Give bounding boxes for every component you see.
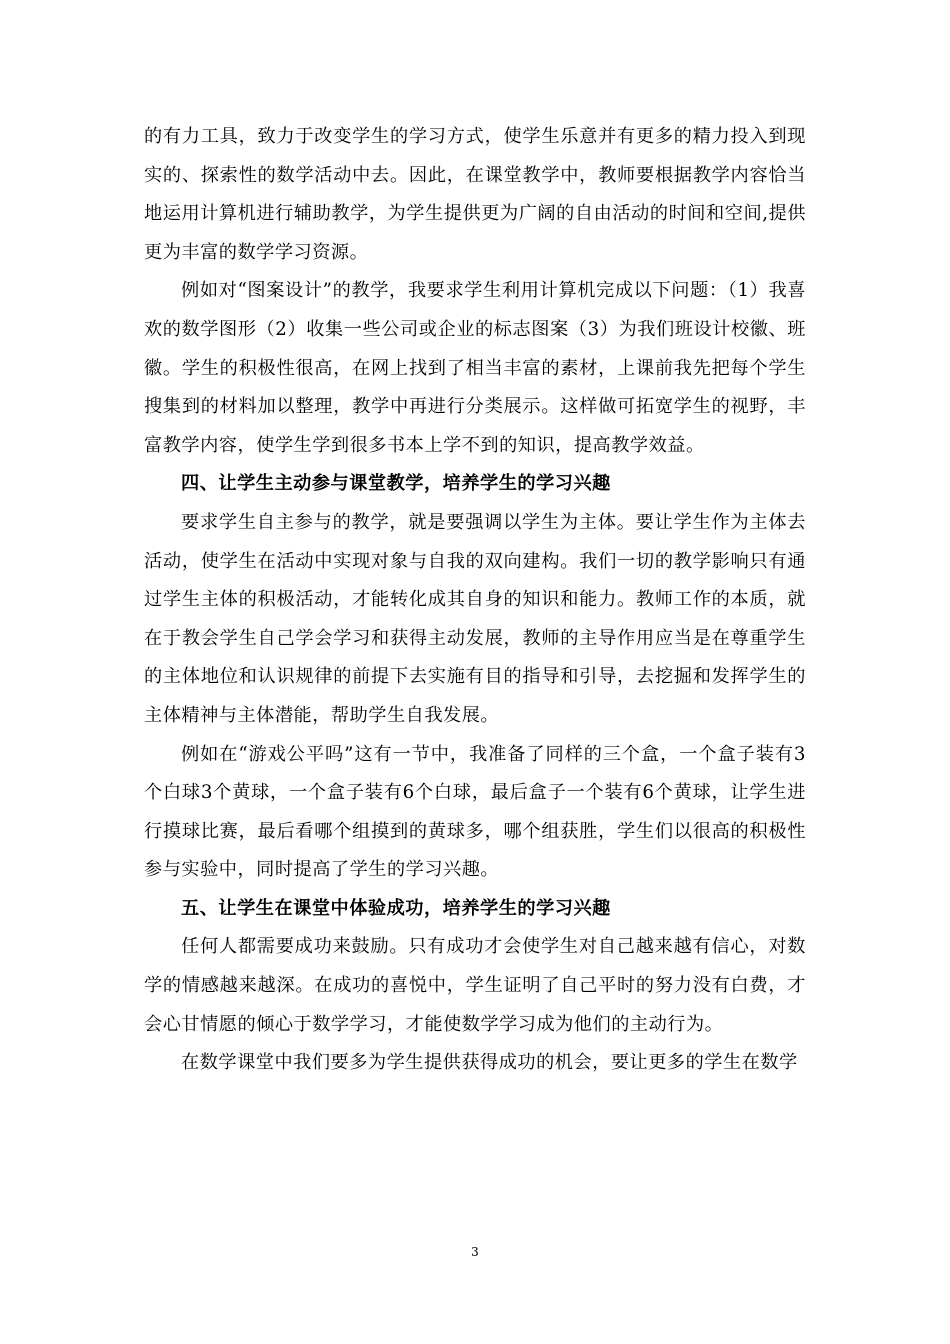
page-number: 3 bbox=[471, 1245, 479, 1259]
paragraph-success-encouragement: 任何人都需要成功来鼓励。只有成功才会使学生对自己越来越有信心，对数学的情感越来越深。在成功的喜悦中，学生证明了自己平时的努力没有白费，才会心甘情愿的倾心于数学学习，才能使数学学习成为他们的主动行为。 bbox=[144, 936, 806, 1035]
paragraph-success-opportunities: 在数学课堂中我们要多为学生提供获得成功的机会，要让更多的学生在数学 bbox=[181, 1052, 798, 1074]
paragraph-computer-tool: 的有力工具，致力于改变学生的学习方式，使学生乐意并有更多的精力投入到现实的、探索性的数学活动中去。因此，在课堂教学中，教师要根据教学内容恰当地运用计算机进行辅助教学，为学生提供更为广阔的自由活动的时间和空间,提供更为丰富的数学学习资源。 bbox=[144, 126, 806, 263]
document-body bbox=[144, 118, 806, 1083]
paragraph-pattern-design-example: 例如对“图案设计”的教学，我要求学生利用计算机完成以下问题：（1）我喜欢的数学图形（2）收集一些公司或企业的标志图案（3）为我们班设计校徽、班徽。学生的积极性很高，在网上找到了相当丰富的素材，上课前我先把每个学生搜集到的材料加以整理，教学中再进行分类展示。这样做可拓宽学生的视野，丰富教学内容，使学生学到很多书本上学不到的知识，提高教学效益。 bbox=[144, 280, 806, 456]
paragraph-fair-game-example: 例如在“游戏公平吗”这有一节中，我准备了同样的三个盒，一个盒子装有3个白球3个黄球，一个盒子装有6个白球，最后盒子一个装有6个黄球，让学生进行摸球比赛，最后看哪个组摸到的黄球多，哪个组获胜，学生们以很高的积极性参与实验中，同时提高了学生的学习兴趣。 bbox=[144, 743, 806, 881]
section-heading-five: 五、让学生在课堂中体验成功，培养学生的学习兴趣 bbox=[181, 897, 611, 919]
section-heading-four: 四、让学生主动参与课堂教学，培养学生的学习兴趣 bbox=[181, 473, 611, 495]
paragraph-student-participation: 要求学生自主参与的教学，就是要强调以学生为主体。要让学生作为主体去活动，使学生在活动中实现对象与自我的双向建构。我们一切的教学影响只有通过学生主体的积极活动，才能转化成其自身的知识和能力。教师工作的本质，就在于教会学生自己学会学习和获得主动发展，教师的主导作用应当是在尊重学生的主体地位和认识规律的前提下去实施有目的指导和引导，去挖掘和发挥学生的主体精神与主体潜能，帮助学生自我发展。 bbox=[144, 511, 806, 726]
